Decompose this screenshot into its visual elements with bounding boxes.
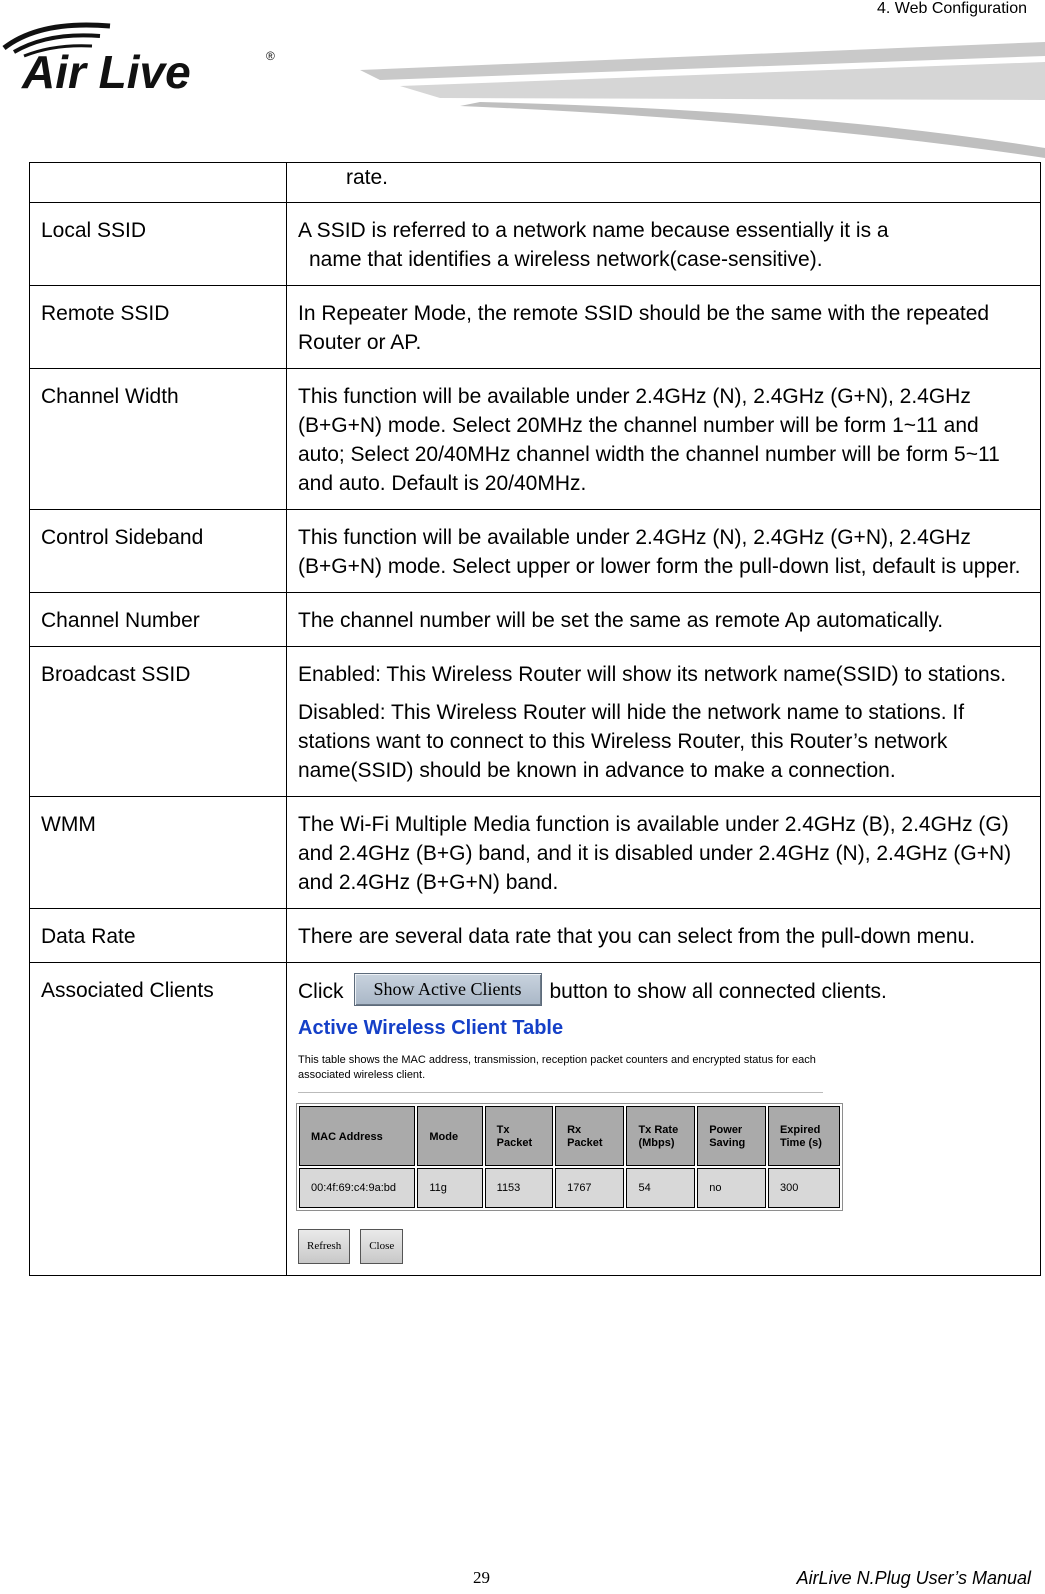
table-row bbox=[30, 510, 1041, 593]
column-header: Tx Packet bbox=[485, 1106, 553, 1166]
desc-cell bbox=[287, 163, 1041, 203]
table-cell: 00:4f:69:c4:9a:bd bbox=[299, 1168, 415, 1208]
column-header: Expired Time (s) bbox=[768, 1106, 840, 1166]
table-row bbox=[30, 647, 1041, 797]
desc-cell: This function will be available under 2.4GHz (N), 2.4GHz (G+N), 2.4GHz (B+G+N) mode. Select upper or lower form the pull-down list, default is upper. bbox=[287, 510, 1041, 593]
refresh-button[interactable]: Refresh bbox=[298, 1229, 350, 1264]
desc-cell: In Repeater Mode, the remote SSID should be the same with the repeated Router or AP. bbox=[287, 286, 1041, 369]
desc-cell: This function will be available under 2.4GHz (N), 2.4GHz (G+N), 2.4GHz (B+G+N) mode. Select 20MHz the channel number will be form 1~11 and auto; Select 20/40MHz channel width the channel number will be form 5~11 and auto. Default is 20/40MHz. bbox=[287, 369, 1041, 510]
desc-text: Click bbox=[298, 980, 344, 1004]
client-table-row bbox=[299, 1168, 840, 1208]
airlive-logo bbox=[0, 18, 290, 98]
table-row bbox=[30, 163, 1041, 203]
table-row bbox=[30, 593, 1041, 647]
table-cell: 1767 bbox=[555, 1168, 624, 1208]
svg-text:®: ® bbox=[266, 49, 275, 63]
table-row bbox=[30, 797, 1041, 909]
term-cell: Data Rate bbox=[30, 909, 287, 963]
manual-title: AirLive N.Plug User’s Manual bbox=[796, 1568, 1031, 1588]
desc-text: Disabled: This Wireless Router will hide the network name to stations. If stations want to connect to this Wireless Router, this Router’s network name(SSID) should be known in advance to make a connection. bbox=[298, 701, 965, 782]
table-cell: 54 bbox=[626, 1168, 695, 1208]
page-number: 29 bbox=[473, 1568, 490, 1587]
active-client-table-screenshot bbox=[298, 1015, 843, 1264]
term-cell: Remote SSID bbox=[30, 286, 287, 369]
client-table-description: This table shows the MAC address, transmission, reception packet counters and encrypted status for each associated wireless client. bbox=[298, 1054, 816, 1081]
table-row bbox=[30, 286, 1041, 369]
desc-cell bbox=[287, 963, 1041, 1276]
desc-text: rate. bbox=[346, 166, 389, 189]
desc-text: name that identifies a wireless network(case-sensitive). bbox=[309, 248, 823, 271]
table-row bbox=[30, 369, 1041, 510]
table-cell: no bbox=[697, 1168, 766, 1208]
column-header: Rx Packet bbox=[555, 1106, 624, 1166]
client-table-title: Active Wireless Client Table bbox=[298, 1017, 564, 1039]
table-row bbox=[30, 963, 1041, 1276]
header-swoosh-graphic bbox=[360, 40, 1045, 160]
table-cell: 1153 bbox=[485, 1168, 553, 1208]
column-header: Tx Rate (Mbps) bbox=[626, 1106, 695, 1166]
term-cell: Local SSID bbox=[30, 203, 287, 286]
client-table bbox=[296, 1103, 843, 1211]
table-cell: 11g bbox=[417, 1168, 482, 1208]
desc-cell: The channel number will be set the same as remote Ap automatically. bbox=[287, 593, 1041, 647]
desc-cell: The Wi-Fi Multiple Media function is available under 2.4GHz (B), 2.4GHz (G) and 2.4GHz (B+G) band, and it is disabled under 2.4GHz (N), 2.4GHz (G+N) and 2.4GHz (B+G+N) band. bbox=[287, 797, 1041, 909]
client-table-buttons bbox=[298, 1228, 843, 1264]
desc-text: button to show all connected clients. bbox=[549, 980, 887, 1004]
chapter-heading: 4. Web Configuration bbox=[876, 0, 1027, 17]
term-cell: Broadcast SSID bbox=[30, 647, 287, 797]
show-active-clients-button[interactable]: Show Active Clients bbox=[354, 973, 542, 1006]
term-cell: Control Sideband bbox=[30, 510, 287, 593]
column-header: Power Saving bbox=[697, 1106, 766, 1166]
close-button[interactable]: Close bbox=[360, 1229, 403, 1264]
desc-text: Enabled: This Wireless Router will show its network name(SSID) to stations. bbox=[298, 663, 1007, 686]
parameter-table bbox=[29, 162, 1041, 1276]
column-header: Mode bbox=[417, 1106, 482, 1166]
associated-clients-desc bbox=[298, 976, 1030, 1009]
column-header: MAC Address bbox=[299, 1106, 415, 1166]
table-cell: 300 bbox=[768, 1168, 840, 1208]
svg-text:Air Live: Air Live bbox=[22, 46, 191, 98]
term-cell: Channel Width bbox=[30, 369, 287, 510]
divider bbox=[298, 1092, 823, 1093]
term-cell: Channel Number bbox=[30, 593, 287, 647]
table-row bbox=[30, 203, 1041, 286]
desc-cell bbox=[287, 647, 1041, 797]
term-cell: WMM bbox=[30, 797, 287, 909]
desc-cell bbox=[287, 203, 1041, 286]
term-cell: Associated Clients bbox=[30, 963, 287, 1276]
desc-text: A SSID is referred to a network name because essentially it is a bbox=[298, 219, 889, 242]
table-row bbox=[30, 909, 1041, 963]
client-table-header-row bbox=[299, 1106, 840, 1166]
term-cell bbox=[30, 163, 287, 203]
desc-cell: There are several data rate that you can select from the pull-down menu. bbox=[287, 909, 1041, 963]
